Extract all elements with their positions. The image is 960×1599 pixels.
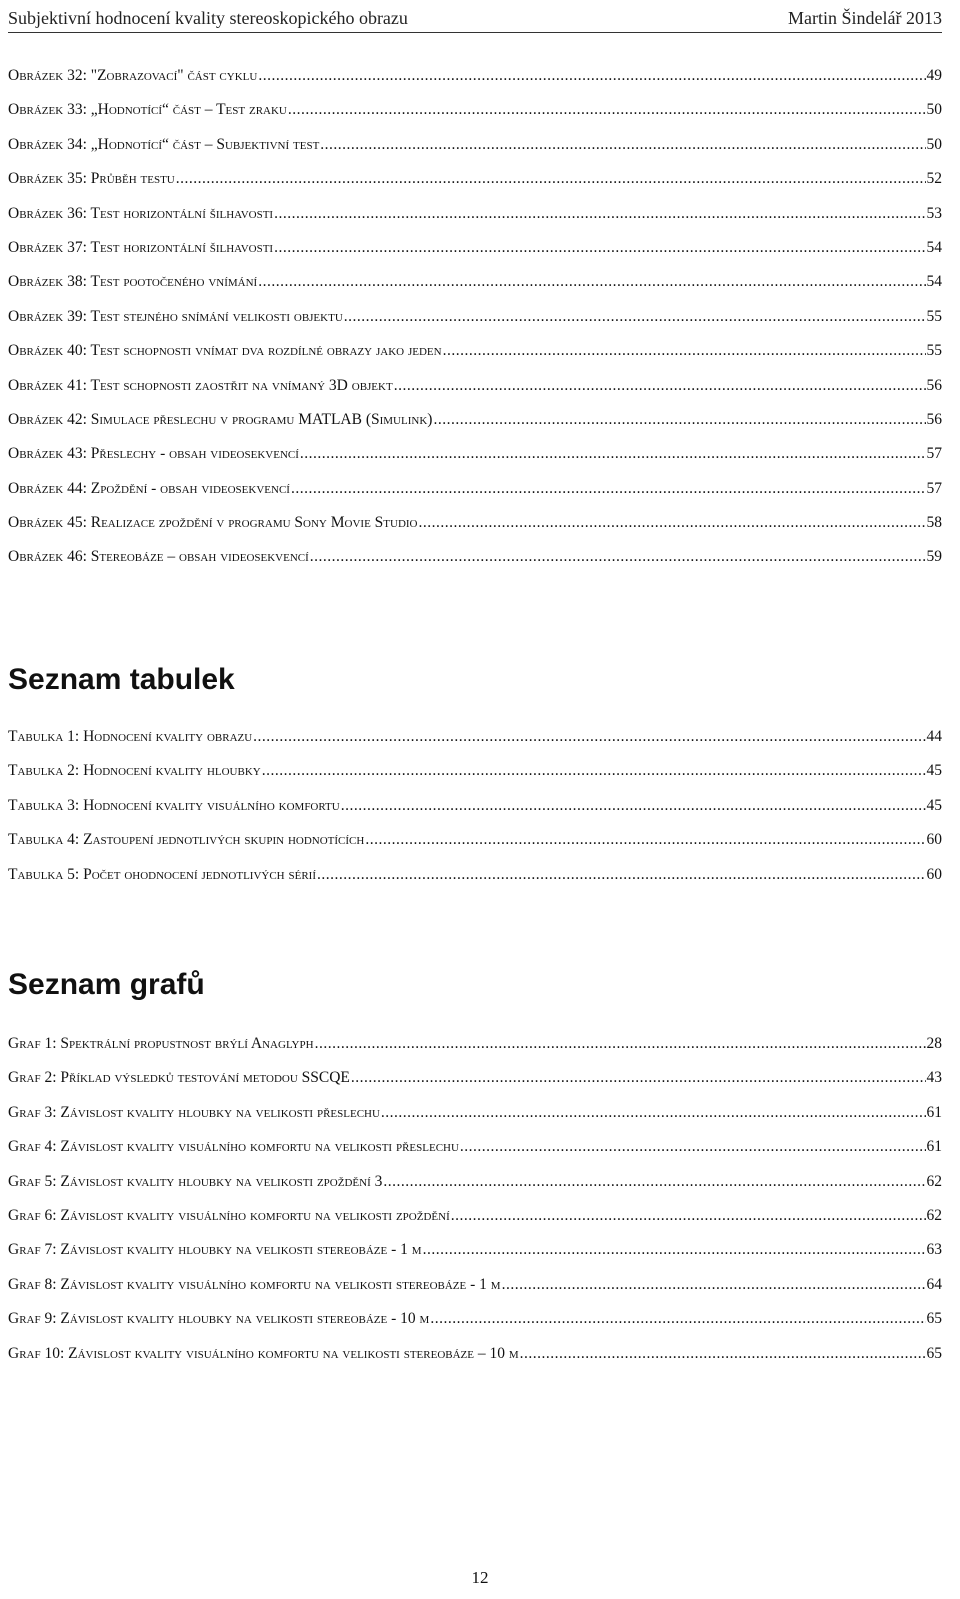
leader-dots (381, 1104, 926, 1122)
toc-entry-graph-3[interactable] (8, 1104, 942, 1138)
header-divider (8, 32, 942, 33)
leader-dots (315, 1035, 926, 1053)
toc-entry-graph-4[interactable] (8, 1138, 942, 1172)
entry-label: Tabulka 3: Hodnocení kvality visuálního komfortu (8, 796, 340, 814)
toc-entry-figure-37[interactable] (8, 239, 942, 273)
entry-label: Graf 4: Závislost kvality visuálního komfortu na velikosti přeslechu (8, 1138, 459, 1156)
toc-entry-figure-44[interactable] (8, 480, 942, 514)
running-header (8, 6, 942, 30)
entry-page: 60 (926, 831, 942, 849)
toc-entry-figure-43[interactable] (8, 445, 942, 479)
entry-label: Obrázek 44: Zpoždění - obsah videosekvencí (8, 479, 290, 497)
leader-dots (419, 514, 926, 532)
entry-label: Graf 3: Závislost kvality hloubky na velikosti přeslechu (8, 1103, 380, 1121)
entry-label: Obrázek 33: „Hodnotící“ část – Test zraku (8, 101, 287, 119)
entry-page: 61 (926, 1103, 942, 1121)
list-of-figures (8, 67, 942, 583)
leader-dots (317, 866, 926, 884)
entry-page: 61 (926, 1138, 942, 1156)
entry-page: 56 (926, 376, 942, 394)
entry-page: 28 (926, 1035, 942, 1052)
toc-entry-figure-39[interactable] (8, 308, 942, 342)
entry-label: Obrázek 41: Test schopnosti zaostřit na vnímaný 3D objekt (8, 376, 393, 394)
toc-entry-graph-9[interactable] (8, 1310, 942, 1344)
toc-entry-graph-7[interactable] (8, 1241, 942, 1275)
list-of-tables (8, 728, 942, 900)
entry-label: Graf 1: Spektrální propustnost brýlí Anaglyph (8, 1035, 314, 1052)
leader-dots (383, 1173, 925, 1191)
entry-label: Graf 9: Závislost kvality hloubky na velikosti stereobáze - 10 m (8, 1310, 430, 1328)
toc-entry-graph-10[interactable] (8, 1345, 942, 1379)
entry-page: 56 (926, 410, 942, 428)
entry-label: Obrázek 45: Realizace zpoždění v programu Sony Movie Studio (8, 514, 418, 532)
entry-page: 60 (926, 865, 942, 883)
toc-entry-graph-8[interactable] (8, 1276, 942, 1310)
entry-page: 53 (926, 204, 942, 222)
entry-label: Tabulka 4: Zastoupení jednotlivých skupin hodnotících (8, 831, 365, 849)
entry-page: 64 (926, 1275, 942, 1293)
leader-dots (430, 1310, 925, 1328)
leader-dots (502, 1276, 926, 1294)
page-number: 12 (471, 1568, 489, 1587)
entry-page: 50 (926, 101, 942, 119)
leader-dots (433, 411, 925, 429)
list-of-graphs (8, 1035, 942, 1379)
entry-page: 57 (926, 479, 942, 497)
leader-dots (291, 480, 926, 498)
entry-page: 45 (926, 762, 942, 780)
entry-page: 57 (926, 445, 942, 463)
entry-page: 49 (926, 67, 942, 84)
entry-page: 52 (926, 170, 942, 188)
leader-dots (274, 205, 925, 223)
leader-dots (423, 1241, 926, 1259)
entry-label: Obrázek 36: Test horizontální šilhavosti (8, 204, 274, 222)
entry-label: Obrázek 38: Test pootočeného vnímání (8, 273, 258, 291)
leader-dots (258, 67, 925, 85)
entry-page: 50 (926, 135, 942, 153)
toc-entry-table-1[interactable] (8, 728, 942, 762)
entry-page: 45 (926, 796, 942, 814)
toc-entry-table-5[interactable] (8, 866, 942, 900)
header-title: Subjektivní hodnocení kvality stereoskopického obrazu (8, 7, 408, 28)
leader-dots (300, 445, 926, 463)
toc-entry-graph-1[interactable] (8, 1035, 942, 1069)
leader-dots (262, 762, 926, 780)
leader-dots (520, 1345, 926, 1363)
entry-label: Graf 10: Závislost kvality visuálního komfortu na velikosti stereobáze – 10 m (8, 1344, 519, 1362)
header-author: Martin Šindelář 2013 (788, 7, 942, 28)
leader-dots (274, 239, 925, 257)
leader-dots (320, 136, 925, 154)
toc-entry-figure-46[interactable] (8, 548, 942, 582)
entry-page: 65 (926, 1310, 942, 1328)
toc-entry-table-4[interactable] (8, 831, 942, 865)
toc-entry-figure-34[interactable] (8, 136, 942, 170)
toc-entry-figure-41[interactable] (8, 377, 942, 411)
entry-label: Obrázek 37: Test horizontální šilhavosti (8, 238, 274, 256)
leader-dots (344, 308, 926, 326)
leader-dots (258, 273, 925, 291)
entry-label: Obrázek 42: Simulace přeslechu v programu MATLAB (Simulink) (8, 410, 433, 428)
leader-dots (365, 831, 925, 849)
entry-page: 54 (926, 273, 942, 291)
entry-label: Graf 7: Závislost kvality hloubky na velikosti stereobáze - 1 m (8, 1241, 422, 1259)
entry-label: Graf 6: Závislost kvality visuálního komfortu na velikosti zpoždění (8, 1206, 450, 1224)
tables-heading: Seznam tabulek (8, 663, 235, 696)
leader-dots (451, 1207, 926, 1225)
leader-dots (351, 1069, 926, 1087)
entry-label: Obrázek 46: Stereobáze – obsah videosekvencí (8, 548, 309, 566)
toc-entry-graph-6[interactable] (8, 1207, 942, 1241)
toc-entry-graph-5[interactable] (8, 1173, 942, 1207)
toc-entry-figure-33[interactable] (8, 101, 942, 135)
toc-entry-figure-40[interactable] (8, 342, 942, 376)
entry-page: 59 (926, 548, 942, 566)
leader-dots (341, 797, 926, 815)
leader-dots (310, 548, 926, 566)
entry-page: 55 (926, 342, 942, 360)
entry-label: Graf 8: Závislost kvality visuálního komfortu na velikosti stereobáze - 1 m (8, 1275, 501, 1293)
toc-entry-figure-35[interactable] (8, 170, 942, 204)
entry-page: 63 (926, 1241, 942, 1259)
entry-label: Obrázek 35: Průběh testu (8, 170, 175, 188)
entry-label: Tabulka 2: Hodnocení kvality hloubky (8, 762, 261, 780)
entry-page: 55 (926, 307, 942, 325)
entry-label: Graf 5: Závislost kvality hloubky na velikosti zpoždění 3 (8, 1172, 383, 1190)
entry-label: Tabulka 1: Hodnocení kvality obrazu (8, 728, 253, 745)
entry-label: Obrázek 43: Přeslechy - obsah videosekvencí (8, 445, 299, 463)
leader-dots (253, 728, 925, 746)
toc-entry-table-2[interactable] (8, 762, 942, 796)
toc-entry-figure-45[interactable] (8, 514, 942, 548)
toc-entry-figure-32[interactable] (8, 67, 942, 101)
leader-dots (288, 101, 926, 119)
leader-dots (176, 170, 926, 188)
entry-label: Obrázek 40: Test schopnosti vnímat dva rozdílné obrazy jako jeden (8, 342, 442, 360)
entry-page: 62 (926, 1206, 942, 1224)
leader-dots (460, 1138, 926, 1156)
entry-page: 65 (926, 1344, 942, 1362)
toc-entry-table-3[interactable] (8, 797, 942, 831)
entry-page: 58 (926, 514, 942, 532)
leader-dots (394, 377, 926, 395)
entry-label: Obrázek 39: Test stejného snímání velikosti objektu (8, 307, 343, 325)
toc-entry-figure-36[interactable] (8, 205, 942, 239)
toc-entry-graph-2[interactable] (8, 1069, 942, 1103)
toc-entry-figure-42[interactable] (8, 411, 942, 445)
entry-page: 54 (926, 238, 942, 256)
entry-page: 44 (926, 728, 942, 745)
graphs-heading: Seznam grafů (8, 968, 205, 1001)
toc-entry-figure-38[interactable] (8, 273, 942, 307)
entry-label: Obrázek 34: „Hodnotící“ část – Subjektivní test (8, 135, 320, 153)
entry-page: 43 (926, 1069, 942, 1087)
entry-page: 62 (926, 1172, 942, 1190)
entry-label: Tabulka 5: Počet ohodnocení jednotlivých sérií (8, 865, 316, 883)
entry-label: Graf 2: Příklad výsledků testování metodou SSCQE (8, 1069, 350, 1087)
entry-label: Obrázek 32: "Zobrazovací" část cyklu (8, 67, 258, 84)
leader-dots (443, 342, 926, 360)
